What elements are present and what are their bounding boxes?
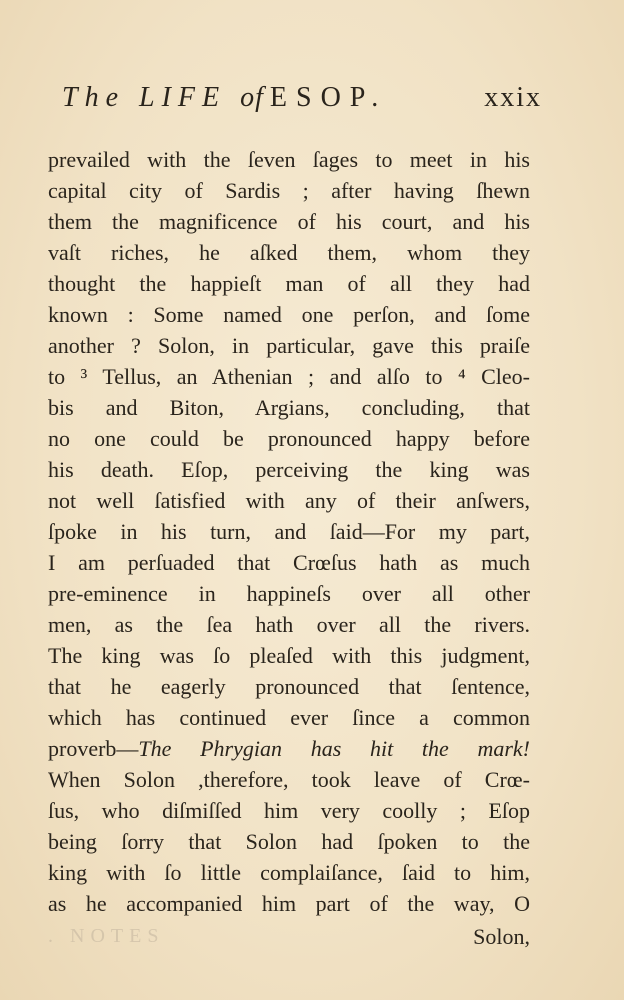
text-line: which has continued ever ſince a common	[48, 705, 530, 730]
text-line: I am perſuaded that Crœſus hath as much	[48, 550, 530, 575]
proverb-line	[48, 733, 530, 764]
text-line: no one could be pronounced happy before	[48, 426, 530, 451]
catchword-line	[48, 921, 530, 952]
text-line: that he eagerly pronounced that ſentence,	[48, 674, 530, 699]
catchword: Solon,	[473, 924, 530, 949]
running-head-name: ESOP.	[269, 82, 388, 113]
text-line: vaſt riches, he aſked them, whom they	[48, 240, 530, 265]
text-line: ſpoke in his turn, and ſaid—For my part,	[48, 519, 530, 544]
text-line: men, as the ſea hath over all the rivers.	[48, 612, 530, 637]
text-line: another ? Solon, in particular, gave this praiſe	[48, 333, 530, 358]
proverb-lead: proverb—	[48, 736, 139, 761]
text-line: capital city of Sardis ; after having ſhewn	[48, 178, 530, 203]
page-header	[62, 82, 542, 126]
text-line: to ³ Tellus, an Athenian ; and alſo to ⁴ Cleo-	[48, 364, 530, 389]
body-text	[48, 144, 530, 919]
running-head-the: The	[62, 82, 125, 113]
bleed-through-text: . NOTES	[48, 925, 165, 947]
proverb-quote: The Phrygian has hit the mark!	[138, 736, 530, 761]
text-line: thought the happieſt man of all they had	[48, 271, 530, 296]
text-line: known : Some named one perſon, and ſome	[48, 302, 530, 327]
text-line: The king was ſo pleaſed with this judgment,	[48, 643, 530, 668]
text-line: as he accompanied him part of the way, O	[48, 891, 530, 916]
text-line: bis and Biton, Argians, concluding, that	[48, 395, 530, 420]
text-line: his death. Eſop, perceiving the king was	[48, 457, 530, 482]
text-line: king with ſo little complaiſance, ſaid to him,	[48, 860, 530, 885]
text-line: prevailed with the ſeven ſages to meet in his	[48, 147, 530, 172]
page-number: xxix	[484, 82, 542, 113]
running-head-of: of	[240, 82, 264, 113]
page-content	[48, 0, 542, 1000]
text-line: When Solon ,therefore, took leave of Crœ-	[48, 767, 530, 792]
running-head	[62, 82, 387, 114]
text-line: them the magnificence of his court, and his	[48, 209, 530, 234]
text-line: being ſorry that Solon had ſpoken to the	[48, 829, 530, 854]
running-head-life: LIFE	[139, 82, 227, 113]
text-line: ſus, who diſmiſſed him very coolly ; Eſop	[48, 798, 530, 823]
text-line: not well ſatisfied with any of their anſwers,	[48, 488, 530, 513]
text-line: pre-eminence in happineſs over all other	[48, 581, 530, 606]
